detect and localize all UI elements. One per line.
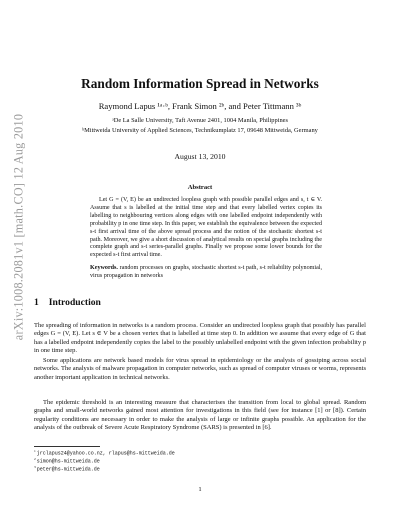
footnote-text: jrclapus24@yahoo.co.nz, rlapus@hs-mittweida.de	[36, 450, 175, 457]
footnote-email	[34, 449, 175, 457]
section-title: Introduction	[48, 297, 101, 308]
section-number: 1	[34, 297, 39, 308]
intro-paragraph: The spreading of information in networks is a random process. Consider an undirected loopless graph that possibly has parallel edges G = (V, E). Let s ∈ V be a chosen vertex that is labelled at time step 0. In addition we assume that every edge of G that has a labelled endpoint independently copies the label to the possibly unlabelled endpoint with the given infection probability p in one time step.	[34, 322, 366, 355]
abstract-text: Let G = (V, E) be an undirected loopless graph with possible parallel edges and s, t ∈ V. Assume that s is labelled at the initial time step and that every labelled vertex copies its labelling to neighbouring vertices along edges with one labelled endpoint independently with probability p in one time step. In this paper, we establish the equivalence between the expected s-t first arrival time of the above spread process and the notion of the stochastic shortest s-t path. Moreover, we give a short discussion of analytical results on special graphs including the complete graph and s-t series-parallel graphs. Finally we propose some lower bounds for the expected s-t first arrival time.	[90, 197, 322, 259]
footnote-email	[34, 457, 100, 465]
keywords-text: random processes on graphs, stochastic shortest s-t path, s-t reliability polynomial, virus propagation in networks	[90, 265, 322, 279]
arxiv-stamp-text: arXiv:1008.2081v1 [math.CO] 12 Aug 2010	[11, 113, 26, 341]
footnote-mark: 2	[34, 457, 36, 461]
footnote-mark: 1	[34, 449, 36, 453]
paper-date: August 13, 2010	[174, 152, 226, 161]
footnote-rule	[34, 446, 100, 447]
intro-paragraph: Some applications are network based models for virus spread in epidemiology or the analysis of gossiping across social networks. The analysis of malware propagation in computer networks, such as spread of computer viruses or worms, represents another important application in technical networks.	[34, 357, 366, 381]
intro-paragraph: The epidemic threshold is an interesting measure that characterises the transition from local to global spread. Random graphs and small-world networks gained most attention for investigations in this field (see for instance [1] or [8]). Certain regularity conditions are necessary in order to make the analysis of large or infinite graphs possible. An application for the analysis of the outbreak of Severe Acute Respiratory Syndrome (SARS) is presented in [6].	[34, 399, 366, 432]
footnote-text: peter@hs-mittweida.de	[36, 466, 100, 473]
keywords-label: Keywords.	[90, 265, 118, 271]
affiliation-a: ᵃDe La Salle University, Taft Avenue 2401, 1004 Manila, Philippines	[111, 117, 288, 124]
page-number: 1	[198, 486, 202, 493]
affiliation-b: ᵇMittweida University of Applied Sciences, Technikumplatz 17, 09648 Mittweida, Germany	[82, 127, 318, 134]
footnote-text: simon@hs-mittweida.de	[36, 458, 100, 465]
paper-title: Random Information Spread in Networks	[81, 76, 319, 91]
footnote-email	[34, 465, 100, 473]
author-list: Raymond Lapus ¹ᵃ·ᵇ, Frank Simon ²ᵇ, and Peter Tittmann ³ᵇ	[98, 101, 302, 111]
keywords	[90, 265, 322, 281]
section-heading	[34, 297, 101, 308]
abstract-heading: Abstract	[187, 184, 213, 191]
footnote-mark: 3	[34, 465, 36, 469]
